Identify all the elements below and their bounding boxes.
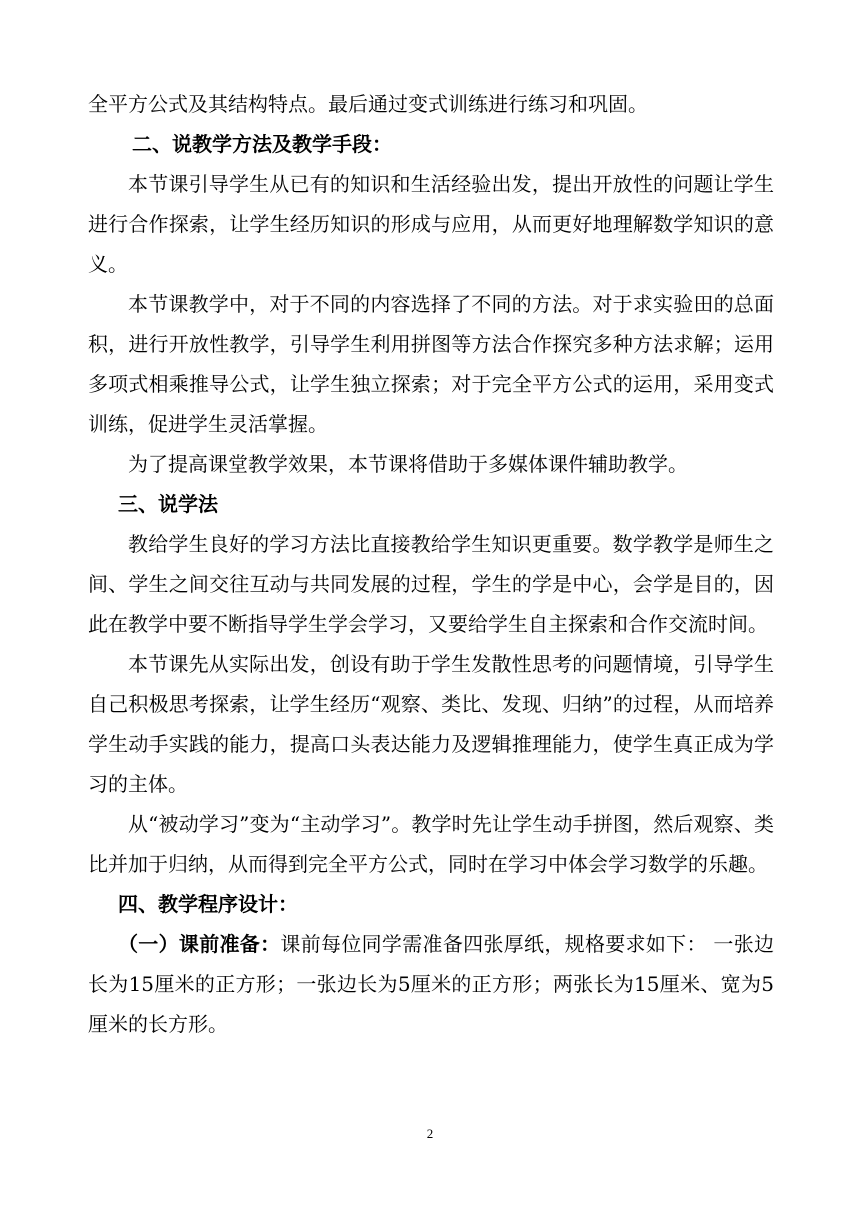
section-heading-learning-methods: 三、说学法 [118, 492, 218, 516]
paragraph-continued: 全平方公式及其结构特点。最后通过变式训练进行练习和巩固。 [88, 92, 648, 116]
paragraph-methods-intro: 本节课引导学生从已有的知识和生活经验出发，提出开放性的问题让学生进行合作探索，让学生经历知识的形成与应用，从而更好地理解数学知识的意义。 [88, 172, 774, 276]
paragraph-methods-detail: 本节课教学中，对于不同的内容选择了不同的方法。对于求实验田的总面积，进行开放性教学，引导学生利用拼图等方法合作探究多种方法求解；运用多项式相乘推导公式，让学生独立探索；对于完全平方公式的运用，采用变式训练，促进学生灵活掌握。 [88, 292, 774, 436]
paragraph-learning-importance: 教给学生良好的学习方法比直接教给学生知识更重要。数学教学是师生之间、学生之间交往互动与共同发展的过程，学生的学是中心，会学是目的，因此在教学中要不断指导学生学会学习，又要给学生自主探索和合作交流时间。 [88, 532, 774, 636]
paragraph-preparation [88, 924, 774, 1044]
page-number: 2 [426, 1126, 434, 1141]
paragraph-learning-process: 本节课先从实际出发，创设有助于学生发散性思考的问题情境，引导学生自己积极思考探索，让学生经历“观察、类比、发现、归纳”的过程，从而培养学生动手实践的能力，提高口头表达能力及逻辑推理能力，使学生真正成为学习的主体。 [88, 652, 774, 796]
section-heading-program-design: 四、教学程序设计： [118, 892, 298, 916]
paragraph-multimedia: 为了提高课堂教学效果，本节课将借助于多媒体课件辅助教学。 [128, 452, 688, 476]
section-heading-teaching-methods: 二、说教学方法及教学手段： [132, 132, 392, 156]
subsection-heading-preparation: （一）课前准备： [118, 932, 281, 956]
page-body [88, 84, 774, 1044]
paragraph-active-learning: 从“被动学习”变为“主动学习”。教学时先让学生动手拼图，然后观察、类比并加于归纳，从而得到完全平方公式，同时在学习中体会学习数学的乐趣。 [88, 812, 774, 876]
preparation-text: 课前每位同学需准备四张厚纸，规格要求如下： 一张边长为15厘米的正方形；一张边长为5厘米的正方形；两张长为15厘米、宽为5厘米的长方形。 [88, 932, 775, 1036]
